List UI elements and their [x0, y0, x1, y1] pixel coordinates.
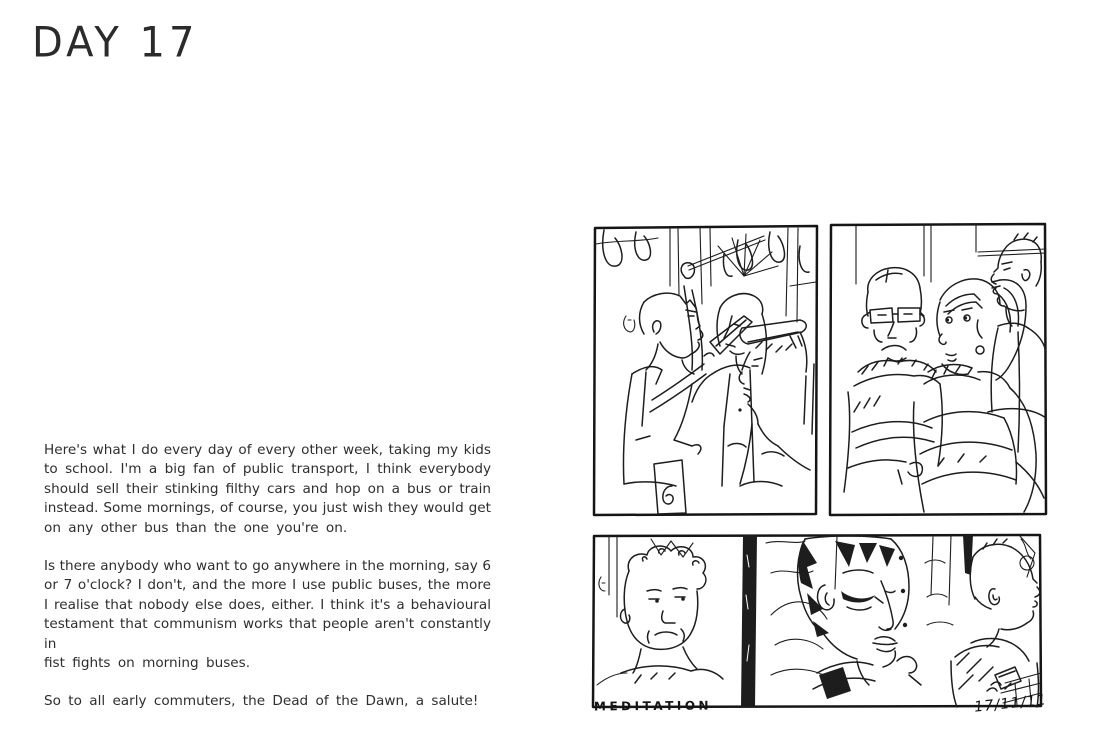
background-jacket-buttons	[899, 535, 973, 627]
journal-text	[44, 441, 491, 731]
man-reading-paper	[623, 263, 752, 514]
elderly-man-glasses	[844, 268, 942, 492]
page-title: DAY 17	[32, 18, 199, 68]
journal-line: Is there anybody who want to go anywhere in the morning, say 6	[44, 558, 491, 575]
journal-line: So to all early commuters, the Dead of the Dawn, a salute!	[44, 693, 479, 710]
hanging-straps	[603, 230, 809, 276]
journal-paragraph-1	[44, 441, 491, 538]
journal-paragraph-3	[44, 692, 491, 711]
woman-standing	[692, 294, 767, 486]
panel1-drawing	[592, 224, 820, 517]
dozing-woman	[798, 536, 921, 699]
journal-line: to school. I'm a big fan of public transport, I think everybody	[44, 461, 491, 478]
panel2-drawing	[828, 222, 1048, 517]
comic-panel-1	[592, 224, 820, 517]
comic-date: 17/11/11	[973, 692, 1048, 716]
handrail-pole	[741, 535, 757, 707]
journal-line: I realise that nobody else does, either. I think it's a behavioural	[44, 596, 491, 613]
comic-caption: MEDITATION	[593, 698, 713, 714]
comic-panel-3	[591, 533, 1043, 709]
journal-line: Here's what I do every day of every other week, taking my kids	[44, 442, 491, 458]
journal-line: should sell their stinking filthy cars and hop on a bus or train	[44, 480, 491, 497]
man-with-phone	[951, 539, 1040, 707]
comic-panel-2	[828, 222, 1048, 517]
panel3-drawing	[591, 533, 1043, 709]
journal-line: on any other bus than the one you're on.	[44, 519, 348, 536]
curly-hair-man	[621, 546, 724, 683]
woman-ponytail	[913, 279, 1036, 512]
journal-line: fist fights on morning buses.	[44, 655, 251, 672]
journal-line: testament that communism works that people aren't constantly in	[44, 616, 491, 652]
standing-man-profile	[988, 233, 1046, 498]
bus-ceiling-and-poles	[596, 227, 816, 322]
journal-line: instead. Some mornings, of course, you just wish they would get	[44, 500, 491, 517]
journal-paragraph-2	[44, 557, 491, 673]
background-left	[597, 536, 693, 685]
background-passenger-face	[624, 316, 635, 332]
journal-line: or 7 o'clock? I don't, and the more I use public buses, the more	[44, 577, 491, 594]
